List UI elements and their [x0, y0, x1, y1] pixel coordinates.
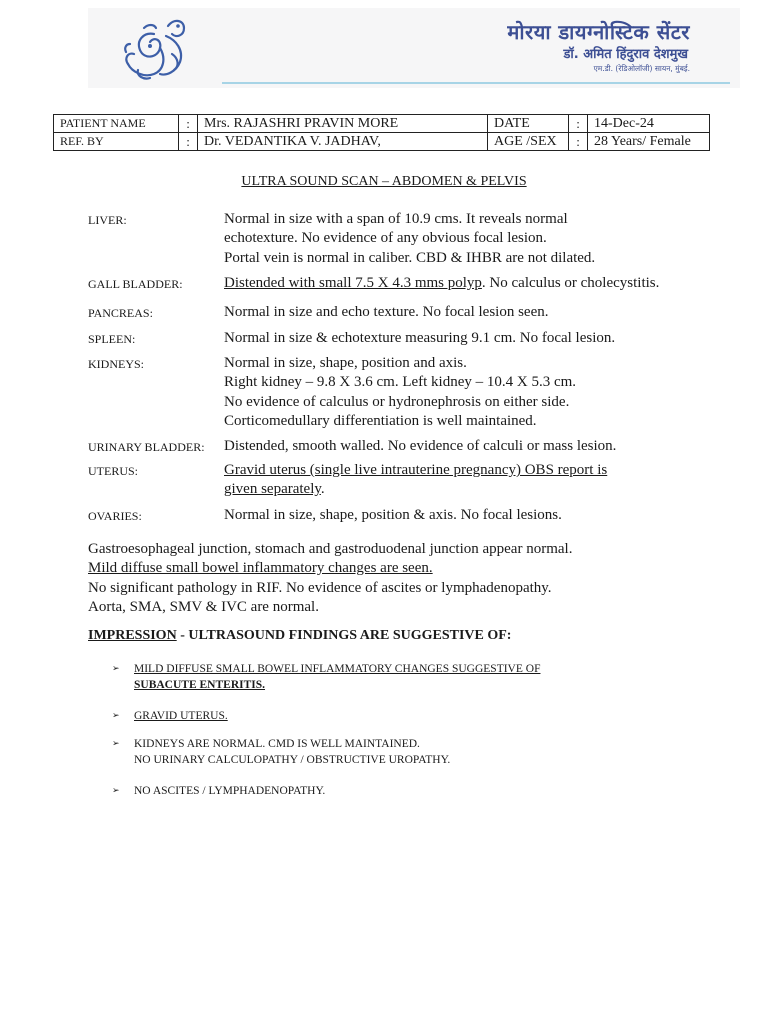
finding-text: Gravid uterus (single live intrauterine pregnancy) OBS report is given separately. — [224, 462, 608, 498]
center-name: मोरया डायग्नोस्टिक सेंटर — [507, 20, 690, 44]
finding-text: Normal in size, shape, position and axis. Right kidney – 9.8 X 3.6 cm. Left kidney – 10.4 X 5.3 cm. No evidence of calculus or hydronephrosis on either side. Corticomedullary differentiation is well maintained. — [224, 355, 577, 429]
colon: : — [569, 115, 588, 133]
colon: : — [179, 133, 198, 151]
finding-text: Normal in size with a span of 10.9 cms. It reveals normal echotexture. No evidence of any obvious focal lesion. Portal vein is normal in caliber. CBD & IHBR are not dilated. — [224, 211, 596, 266]
arrow-bullet-icon: ➢ — [112, 711, 120, 721]
impression-heading: IMPRESSION - ULTRASOUND FINDINGS ARE SUGGESTIVE OF: — [88, 628, 512, 643]
arrow-bullet-icon: ➢ — [112, 664, 120, 674]
colon: : — [179, 115, 198, 133]
date-value: 14-Dec-24 — [588, 115, 710, 133]
letterhead — [88, 8, 740, 88]
general-line: Aorta, SMA, SMV & IVC are normal. — [88, 598, 319, 615]
finding-label: URINARY BLADDER: — [88, 440, 205, 454]
arrow-bullet-icon: ➢ — [112, 739, 120, 749]
doctor-qualification: एम.डी. (रेडिओलॉजी) सायन, मुंबई. — [593, 64, 690, 73]
general-line: Mild diffuse small bowel inflammatory changes are seen. — [88, 560, 433, 577]
general-line: No significant pathology in RIF. No evidence of ascites or lymphadenopathy. — [88, 579, 552, 596]
patient-info-table — [53, 114, 710, 151]
finding-text: Distended with small 7.5 X 4.3 mms polyp. No calculus or cholecystitis. — [224, 275, 660, 291]
table-row — [54, 133, 710, 151]
finding-label: SPLEEN: — [88, 332, 136, 346]
doctor-name: डॉ. अमित हिंदुराव देशमुख — [563, 47, 688, 62]
date-label: DATE — [488, 115, 569, 133]
report-page: मोरया डायग्नोस्टिक सेंटर डॉ. अमित हिंदुराव देशमुख एम.डी. (रेडिओलॉजी) सायन, मुंबई. PATIENT NAME : Mrs. RAJASHRI PRAVIN MORE DATE : 14-Dec-24 REF. BY : Dr. VEDANTIKA V. JADHAV, AGE /SEX : 28 Years/ Female ULTRA SOUND SCAN – ABDOMEN & PELVIS LIVER: Normal in size with a span of 10.9 cms. It reveals normal echotexture. No evidence of any obvious focal lesion. Portal vein is normal in caliber. CBD & IHBR are not dilated. GALL BLADDER: Distended with small 7.5 X 4.3 mms polyp. No calculus or cholecystitis. PANCREAS: Normal in size and echo texture. No focal lesion seen. SPLEEN: Normal in size & echotexture measuring 9.1 cm. No focal lesion. KIDNEYS: Normal in size, shape, position and axis. Right kidney – 9.8 X 3.6 cm. Left kidney – 10.4 X 5.3 cm. No evidence of calculus or hydronephrosis on either side. Corticomedullary differentiation is well maintained. URINARY BLADDER: Distended, smooth walled. No evidence of calculi or mass lesion. UTERUS: Gravid uterus (single live intrauterine pregnancy) OBS report is given separately. OVARIES: Normal in size, shape, position & axis. No focal lesions. Gastroesophageal junction, stomach and gastroduodenal junction appear normal. Mild diffuse small bowel inflammatory changes are seen. No significant pathology in RIF. No evidence of ascites or lymphadenopathy. Aorta, SMA, SMV & IVC are normal. IMPRESSION - ULTRASOUND FINDINGS ARE SUGGESTIVE OF: ➢ MILD DIFFUSE SMALL BOWEL INFLAMMATORY CHANGES SUGGESTIVE OF SUBACUTE ENTERITIS. ➢ GRAVID UTERUS. ➢ KIDNEYS ARE NORMAL. CMD IS WELL MAINTAINED. NO URINARY CALCULOPATHY / OBSTRUCTIVE UROPATHY. ➢ NO ASCITES / LYMPHADENOPATHY. — [0, 0, 768, 1024]
finding-label: GALL BLADDER: — [88, 277, 183, 291]
finding-text: Normal in size & echotexture measuring 9.1 cm. No focal lesion. — [224, 330, 616, 346]
finding-text: Normal in size and echo texture. No focal lesion seen. — [224, 304, 549, 320]
finding-label: OVARIES: — [88, 509, 142, 523]
patient-name-label: PATIENT NAME — [54, 115, 179, 133]
ref-by-label: REF. BY — [54, 133, 179, 151]
report-title: ULTRA SOUND SCAN – ABDOMEN & PELVIS — [241, 174, 527, 189]
colon: : — [569, 133, 588, 151]
ganesha-logo-icon — [114, 14, 198, 82]
finding-label: KIDNEYS: — [88, 357, 144, 371]
letterhead-divider — [222, 82, 730, 84]
finding-label: PANCREAS: — [88, 306, 153, 320]
age-sex-label: AGE /SEX — [488, 133, 569, 151]
finding-label: LIVER: — [88, 213, 127, 227]
age-sex-value: 28 Years/ Female — [588, 133, 710, 151]
general-findings — [88, 540, 572, 617]
finding-text: Normal in size, shape, position & axis. No focal lesions. — [224, 507, 562, 523]
finding-label: UTERUS: — [88, 464, 139, 478]
patient-name-value: Mrs. RAJASHRI PRAVIN MORE — [198, 115, 488, 133]
arrow-bullet-icon: ➢ — [112, 786, 120, 796]
ref-by-value: Dr. VEDANTIKA V. JADHAV, — [198, 133, 488, 151]
table-row — [54, 115, 710, 133]
finding-text: Distended, smooth walled. No evidence of calculi or mass lesion. — [224, 438, 617, 454]
general-line: Gastroesophageal junction, stomach and gastroduodenal junction appear normal. — [88, 541, 573, 557]
